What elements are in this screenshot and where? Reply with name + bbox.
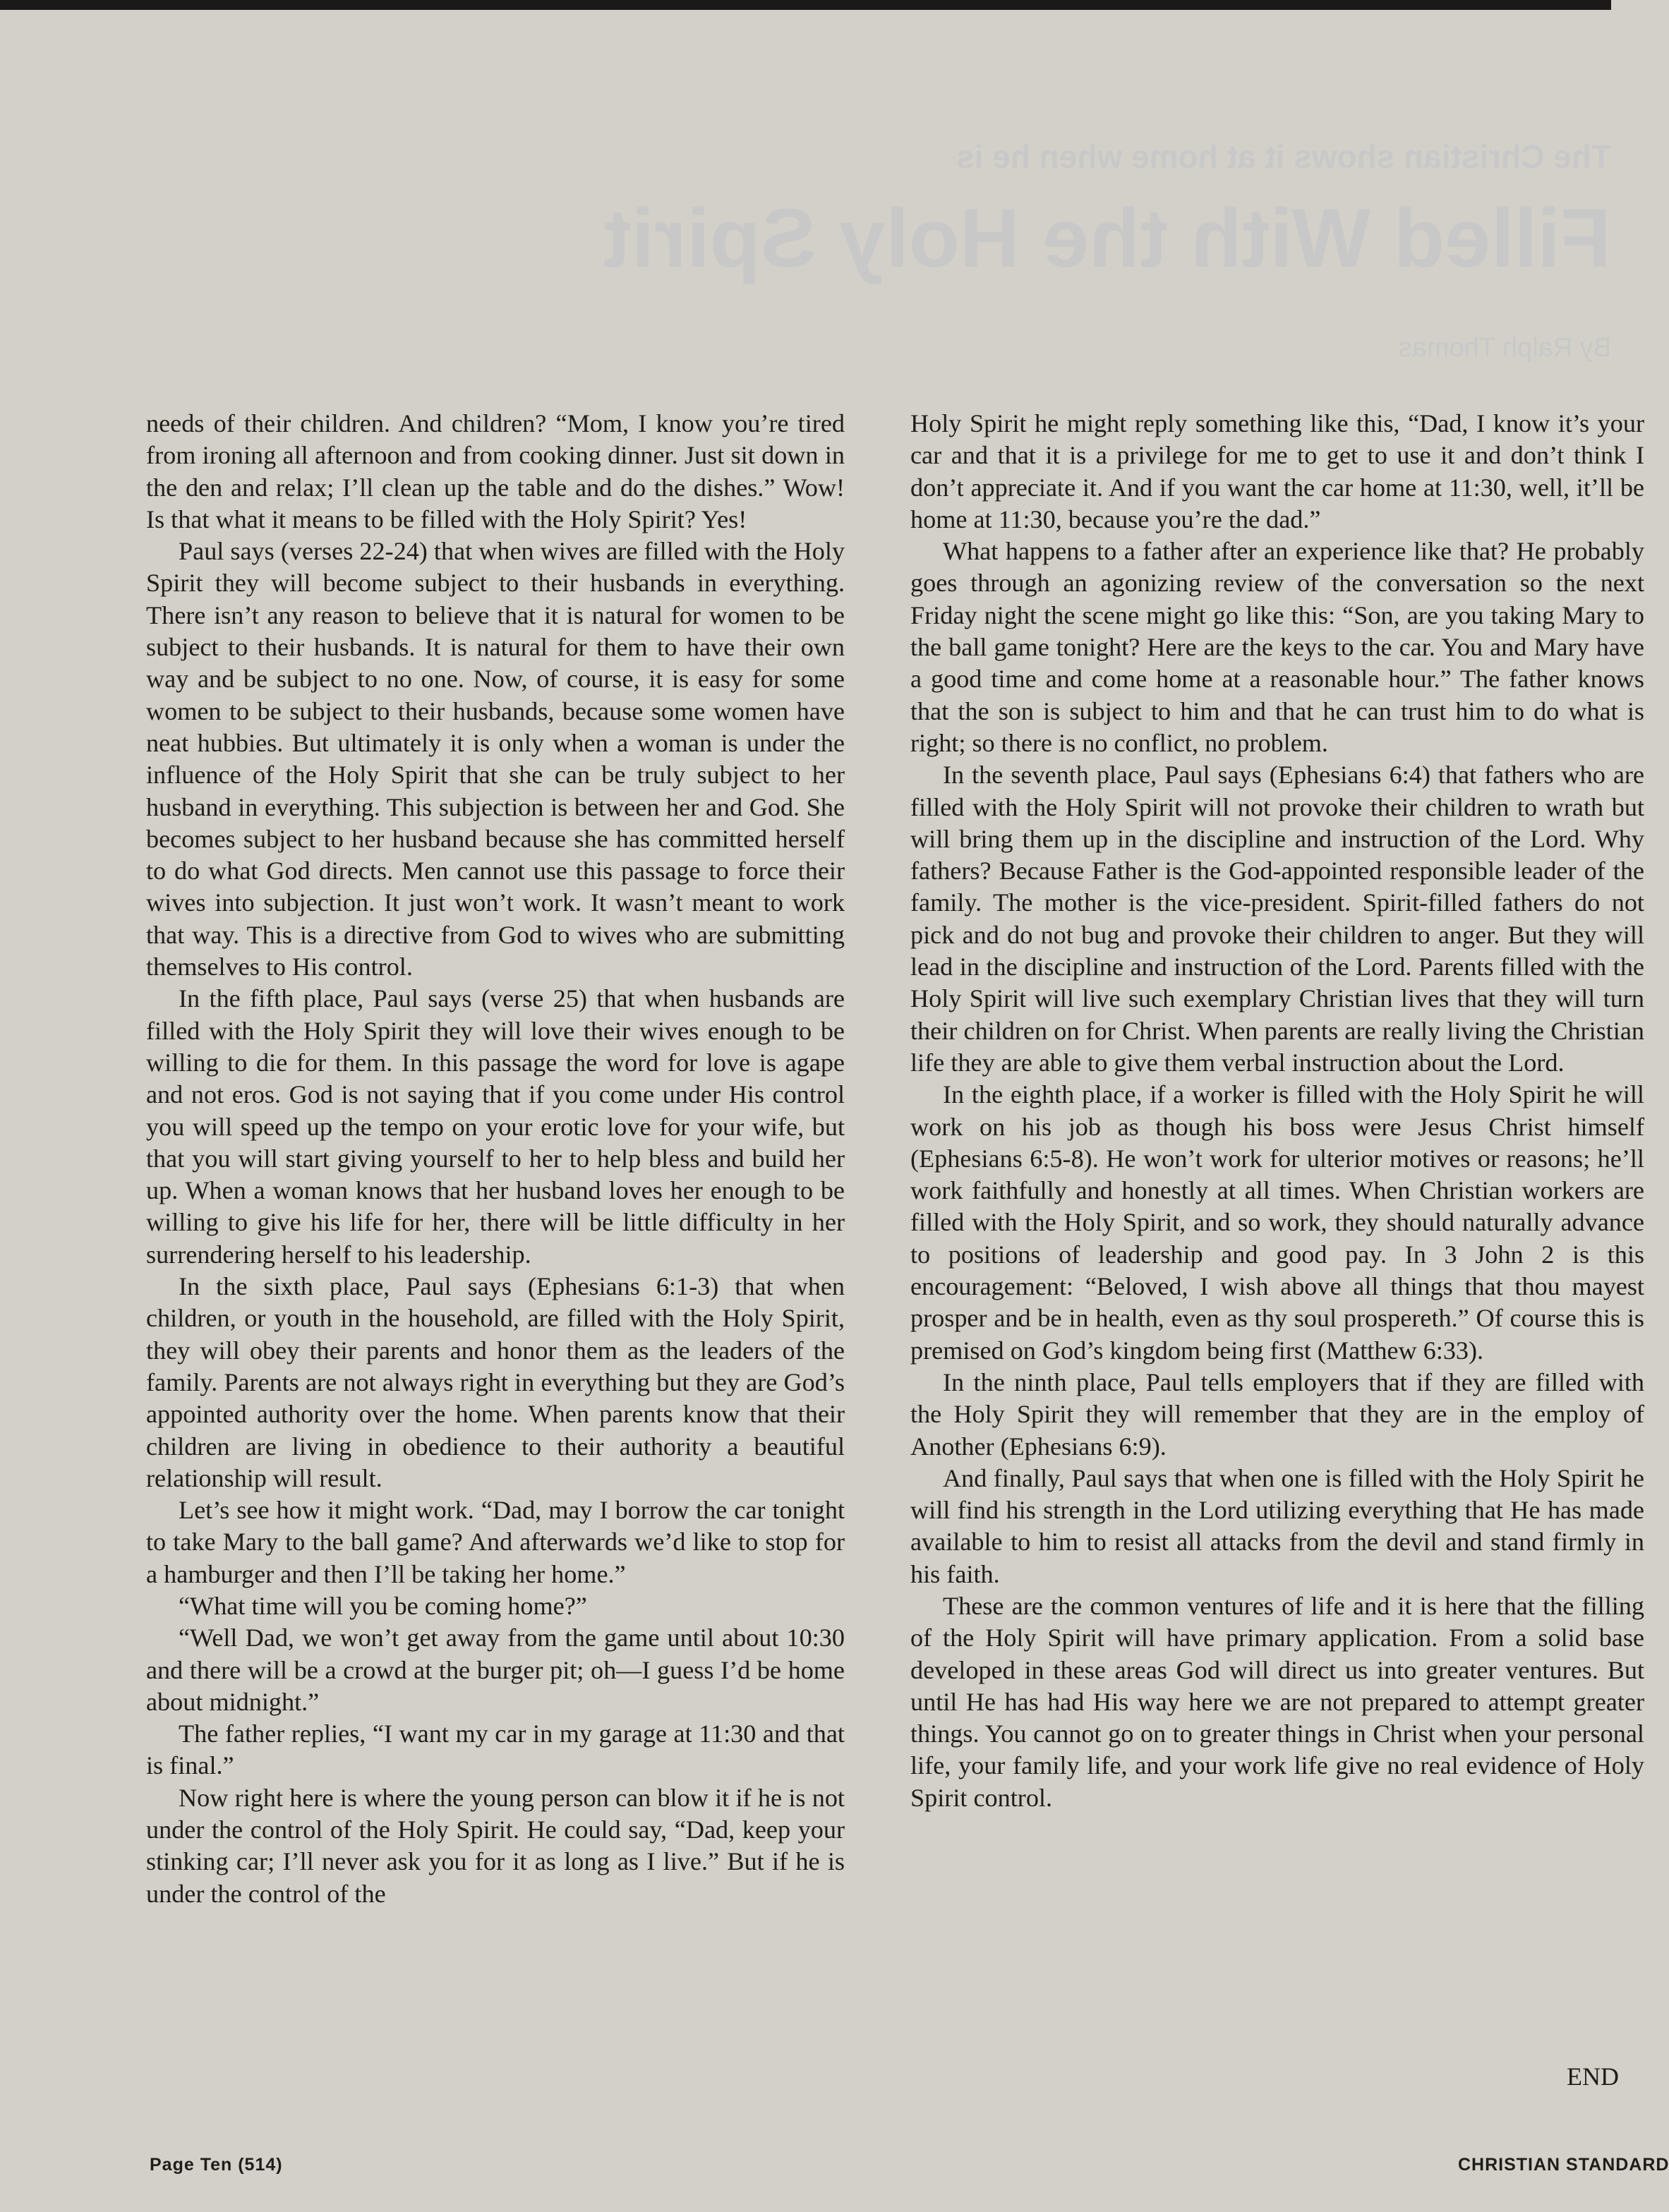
end-mark: END	[1567, 2062, 1619, 2091]
paragraph: What happens to a father after an experience like that? He probably goes through an agonizing review of the conversation so the next Friday night the scene might go like this: “Son, are you taking Mary to the ball game tonight? Here are the keys to the car. You and Mary have a good time and come home at a reasonable hour.” The father knows that the son is subject to him and that he can trust him to do what is right; so there is no conflict, no problem.	[910, 537, 1644, 757]
paragraph: Paul says (verses 22-24) that when wives are filled with the Holy Spirit they will become subject to their husbands in everything. There isn’t any reason to believe that it is natural for women to be subject to their husbands. It is natural for them to have their own way and be subject to no one. Now, of course, it is easy for some women to be subject to their husbands, because some women have neat hubbies. But ultimately it is only when a woman is under the influence of the Holy Spirit that she can be truly subject to her husband in everything. This subjection is between her and God. She becomes subject to her husband because she has committed herself to do what God directs. Men cannot use this passage to force their wives into subjection. It just won’t work. It wasn’t meant to work that way. This is a directive from God to wives who are submitting themselves to His control.	[146, 537, 845, 981]
paragraph: In the seventh place, Paul says (Ephesians 6:4) that fathers who are filled with the Holy Spirit will not provoke their children to wrath but will bring them up in the discipline and instruction of the Lord. Why fathers? Because Father is the God-appointed responsible leader of the family. The mother is the vice-president. Spirit-filled fathers do not pick and do not bug and provoke their children to anger. But they will lead in the discipline and instruction of the Lord. Parents filled with the Holy Spirit will live such exemplary Christian lives that they will turn their children on for Christ. When parents are really living the Christian life they are able to give them verbal instruction about the Lord.	[910, 761, 1644, 1077]
right-column	[910, 408, 1644, 1814]
paragraph: “Well Dad, we won’t get away from the game until about 10:30 and there will be a crowd at the burger pit; oh—I guess I’d be home about midnight.”	[146, 1624, 845, 1716]
paragraph: In the eighth place, if a worker is filled with the Holy Spirit he will work on his job as though his boss were Jesus Christ himself (Ephesians 6:5-8). He won’t work for ulterior motives or reasons; he’ll work faithfully and honestly at all times. When Christian workers are filled with the Holy Spirit, and so work, they should naturally advance to positions of leadership and good pay. In 3 John 2 is this encouragement: “Beloved, I wish above all things that thou mayest prosper and be in health, even as thy soul prospereth.” Of course this is premised on God’s kingdom being first (Matthew 6:33).	[910, 1080, 1644, 1365]
paragraph: needs of their children. And children? “Mom, I know you’re tired from ironing all afternoon and from cooking dinner. Just sit down in the den and relax; I’ll clean up the table and do the dishes.” Wow! Is that what it means to be filled with the Holy Spirit? Yes!	[146, 409, 845, 533]
paragraph: Let’s see how it might work. “Dad, may I borrow the car tonight to take Mary to the ball game? And afterwards we’d like to stop for a hamburger and then I’ll be taking her home.”	[146, 1496, 845, 1588]
paragraph: In the fifth place, Paul says (verse 25) that when husbands are filled with the Holy Spirit they will love their wives enough to be willing to die for them. In this passage the word for love is agape and not eros. God is not saying that if you come under His control you will speed up the tempo on your erotic love for your wife, but that you will start giving yourself to her to help bless and build her up. When a woman knows that her husband loves her enough to be willing to give his life for her, there will be little difficulty in her surrendering herself to his leadership.	[146, 984, 845, 1269]
paragraph: These are the common ventures of life and it is here that the filling of the Holy Spirit will have primary application. From a solid base developed in these areas God will direct us into greater ventures. But until He has had His way here we are not prepared to attempt greater things. You cannot go on to greater things in Christ when your personal life, your family life, and your work life give no real evidence of Holy Spirit control.	[910, 1591, 1644, 1812]
show-through-byline: By Ralph Thomas	[1398, 333, 1611, 363]
paragraph: In the ninth place, Paul tells employers that if they are filled with the Holy Spirit they will remember that they are in the employ of Another (Ephesians 6:9).	[910, 1367, 1644, 1461]
publication-name: CHRISTIAN STANDARD	[1458, 2155, 1669, 2175]
page-number: Page Ten (514)	[150, 2155, 283, 2175]
paragraph: In the sixth place, Paul says (Ephesians 6:1-3) that when children, or youth in the household, are filled with the Holy Spirit, they will obey their parents and honor them as the leaders of the family. Parents are not always right in everything but they are God’s appointed authority over the home. When parents know that their children are living in obedience to their authority a beautiful relationship will result.	[146, 1272, 845, 1492]
paragraph: The father replies, “I want my car in my garage at 11:30 and that is final.”	[146, 1720, 845, 1780]
page-top-edge	[0, 0, 1611, 10]
left-column	[146, 408, 845, 1910]
show-through-title: Filled With the Holy Spirit	[603, 192, 1611, 285]
paragraph: “What time will you be coming home?”	[179, 1591, 587, 1620]
show-through-kicker: The Christian shows it at home when he is	[956, 138, 1611, 175]
paragraph: Now right here is where the young person can blow it if he is not under the control of the Holy Spirit. He could say, “Dad, keep your stinking car; I’ll never ask you for it as long as I live.” But if he is under the control of the	[146, 1783, 845, 1908]
paragraph: Holy Spirit he might reply something like this, “Dad, I know it’s your car and that it is a privilege for me to get to use it and don’t think I don’t appreciate it. And if you want the car home at 11:30, well, it’ll be home at 11:30, because you’re the dad.”	[910, 409, 1644, 533]
paragraph: And finally, Paul says that when one is filled with the Holy Spirit he will find his strength in the Lord utilizing everything that He has made available to him to resist all attacks from the devil and stand firmly in his faith.	[910, 1463, 1644, 1588]
